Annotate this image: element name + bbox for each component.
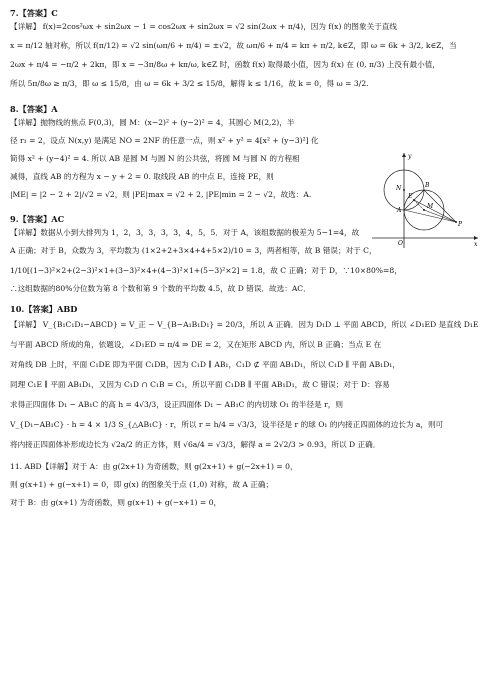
q10-detail-3: 对角线 DB 上时，平面 C₁DE 即为平面 C₁DB，因为 C₁D ∥ AB₁，C₁D ⊄ 平面 AB₁D₁，所以 C₁D ∥ 平面 AB₁D₁， (10, 360, 400, 369)
q9-detail-4: ∴这组数据的80%分位数为第 8 个数和第 9 个数的平均数 4.5，故 D 错误．故选：AC． (10, 284, 311, 293)
q7-detail-1: 【详解】 f(x)=2cos²ωx + sin2ωx − 1 = cos2ωx + sin2ωx = √2 sin(2ωx + π/4)，因为 f(x) 的图象关于直线 (10, 22, 397, 31)
q10-detail-1: 【详解】 V_{B₁C₁D₁−ABCD} = V_正 − V_{B−A₁B₁D₁} = 20/3，所以 A 正确．因为 D₁D ⊥ 平面 ABCD，所以 ∠D₁ED 是直线 D₁E (10, 320, 479, 329)
q9-answer: 9.【答案】AC (10, 214, 65, 224)
q9-detail-2: A 正确；对于 B，众数为 3，平均数为 (1×2+2+3×4+4+5×2)/10 = 3，两者相等，故 B 错误；对于 C， (10, 246, 377, 255)
q10-detail-4: 同理 C₁E ∥ 平面 AB₁D₁，又因为 C₁D ∩ C₁B = C₁，所以平面 C₁DB ∥ 平面 AB₁D₁，故 C 错误；对于 D：容易 (10, 380, 390, 389)
q10-detail-7: 将内接正四面体补形成边长为 √2a/2 的正方体，则 √6a/4 = √3/3，解得 a = 2√2/3 > 0.93，所以 D 正确． (10, 440, 381, 449)
q8-detail-3: 简得 x² + (y−4)² = 4. 所以 AB 是圆 M 与圆 N 的公共弦，将圆 M 与圆 N 的方程相 (10, 154, 300, 163)
fig-label-n: N (396, 185, 402, 192)
q7-detail-4: 所以 5π/8ω ≥ π/3，即 ω ≤ 15/8，由 ω = 6k + 3/2 ≤ 15/8，解得 k ≤ 1/16，故 k = 0，得 ω = 3/2. (10, 79, 369, 88)
q7-answer: 7.【答案】C (10, 8, 58, 18)
q10-detail-2: 与平面 ABCD 所成的角，依题设，∠D₁ED = π/4 ⇒ DE = 2，又在矩形 ABCD 内，所以 B 正确；当点 E 在 (10, 340, 382, 349)
fig-label-a: A (397, 207, 402, 214)
q10-detail-6: V_{D₁−AB₁C} · h = 4 × 1/3 S_{△AB₁C} · r，所以 r = h/4 = √3/3，设半径是 r 的球 O₁ 的内接正四面体的边长为 a，则可 (10, 420, 444, 429)
q9-detail-1: 【详解】数据从小到大排列为 1，2，3，3，3，3，4，5，5．对于 A，该组数据的极差为 5−1=4，故 (10, 228, 360, 237)
q10-answer: 10.【答案】ABD (10, 304, 78, 314)
q7-detail-3: 2ωx + π/4 = −π/2 + 2kπ，即 x = −3π/8ω + kπ/ω, k∈Z 时，函数 f(x) 取得最小值，因为 f(x) 在 (0, π/3) 上没有最小值， (10, 60, 440, 69)
q10-detail-5: 求得正四面体 D₁ − AB₁C 的高 h = 4√3/3，设正四面体 D₁ − AB₁C 的内切球 O₁ 的半径是 r，则 (10, 400, 343, 409)
q8-detail-1: 【详解】抛物线的焦点 F(0,3)，圆 M：(x−2)² + (y−2)² = 4，其圆心 M(2,2)，半 (10, 118, 295, 127)
q11-detail-1: 11. ABD【详解】对于 A：由 g(2x+1) 为奇函数，则 g(2x+1) + g(−2x+1) = 0， (10, 462, 298, 471)
q11-detail-3: 对于 B：由 g(x+1) 为奇函数，则 g(x+1) + g(−x+1) = 0， (10, 498, 222, 507)
q11-detail-2: 则 g(x+1) + g(−x+1) = 0，即 g(x) 的图象关于点 (1,0) 对称，故 A 正确； (10, 480, 274, 489)
q7-detail-2: x = π/12 轴对称，所以 f(π/12) = √2 sin(ωπ/6 + π/4) = ±√2，故 ωπ/6 + π/4 = kπ + π/2, k∈Z，即 ω = 6k + 3/2, k∈Z，当 (10, 41, 457, 50)
q8-detail-4: 减得，直线 AB 的方程为 x − y + 2 = 0. 取线段 AB 的中点 E，连接 PE，则 (10, 172, 274, 181)
q8-answer: 8.【答案】A (10, 104, 58, 114)
fig-label-e: E (408, 193, 413, 200)
fig-label-y: y (408, 153, 412, 160)
fig-label-b: B (425, 182, 430, 189)
fig-label-p: P (458, 221, 463, 228)
fig-label-x: x (474, 241, 478, 248)
q8-detail-5: |ME| = |2 − 2 + 2|/√2 = √2，则 |PE|max = √2 + 2, |PE|min = 2 − √2，故选：A. (10, 190, 312, 199)
fig-label-o: O (398, 240, 403, 247)
q8-detail-2: 径 r₁ = 2，设点 N(x,y) 是满足 NO = 2NF 的任意一点，则 x² + y² = 4[x² + (y−3)²] 化 (10, 136, 319, 145)
q9-detail-3: 1/10[(1−3)²×2+(2−3)²×1+(3−3)²×4+(4−3)²×1+(5−3)²×2] = 1.8，故 C 正确；对于 D，∵10×80%=8， (10, 266, 402, 275)
fig-label-m: M (427, 203, 434, 210)
